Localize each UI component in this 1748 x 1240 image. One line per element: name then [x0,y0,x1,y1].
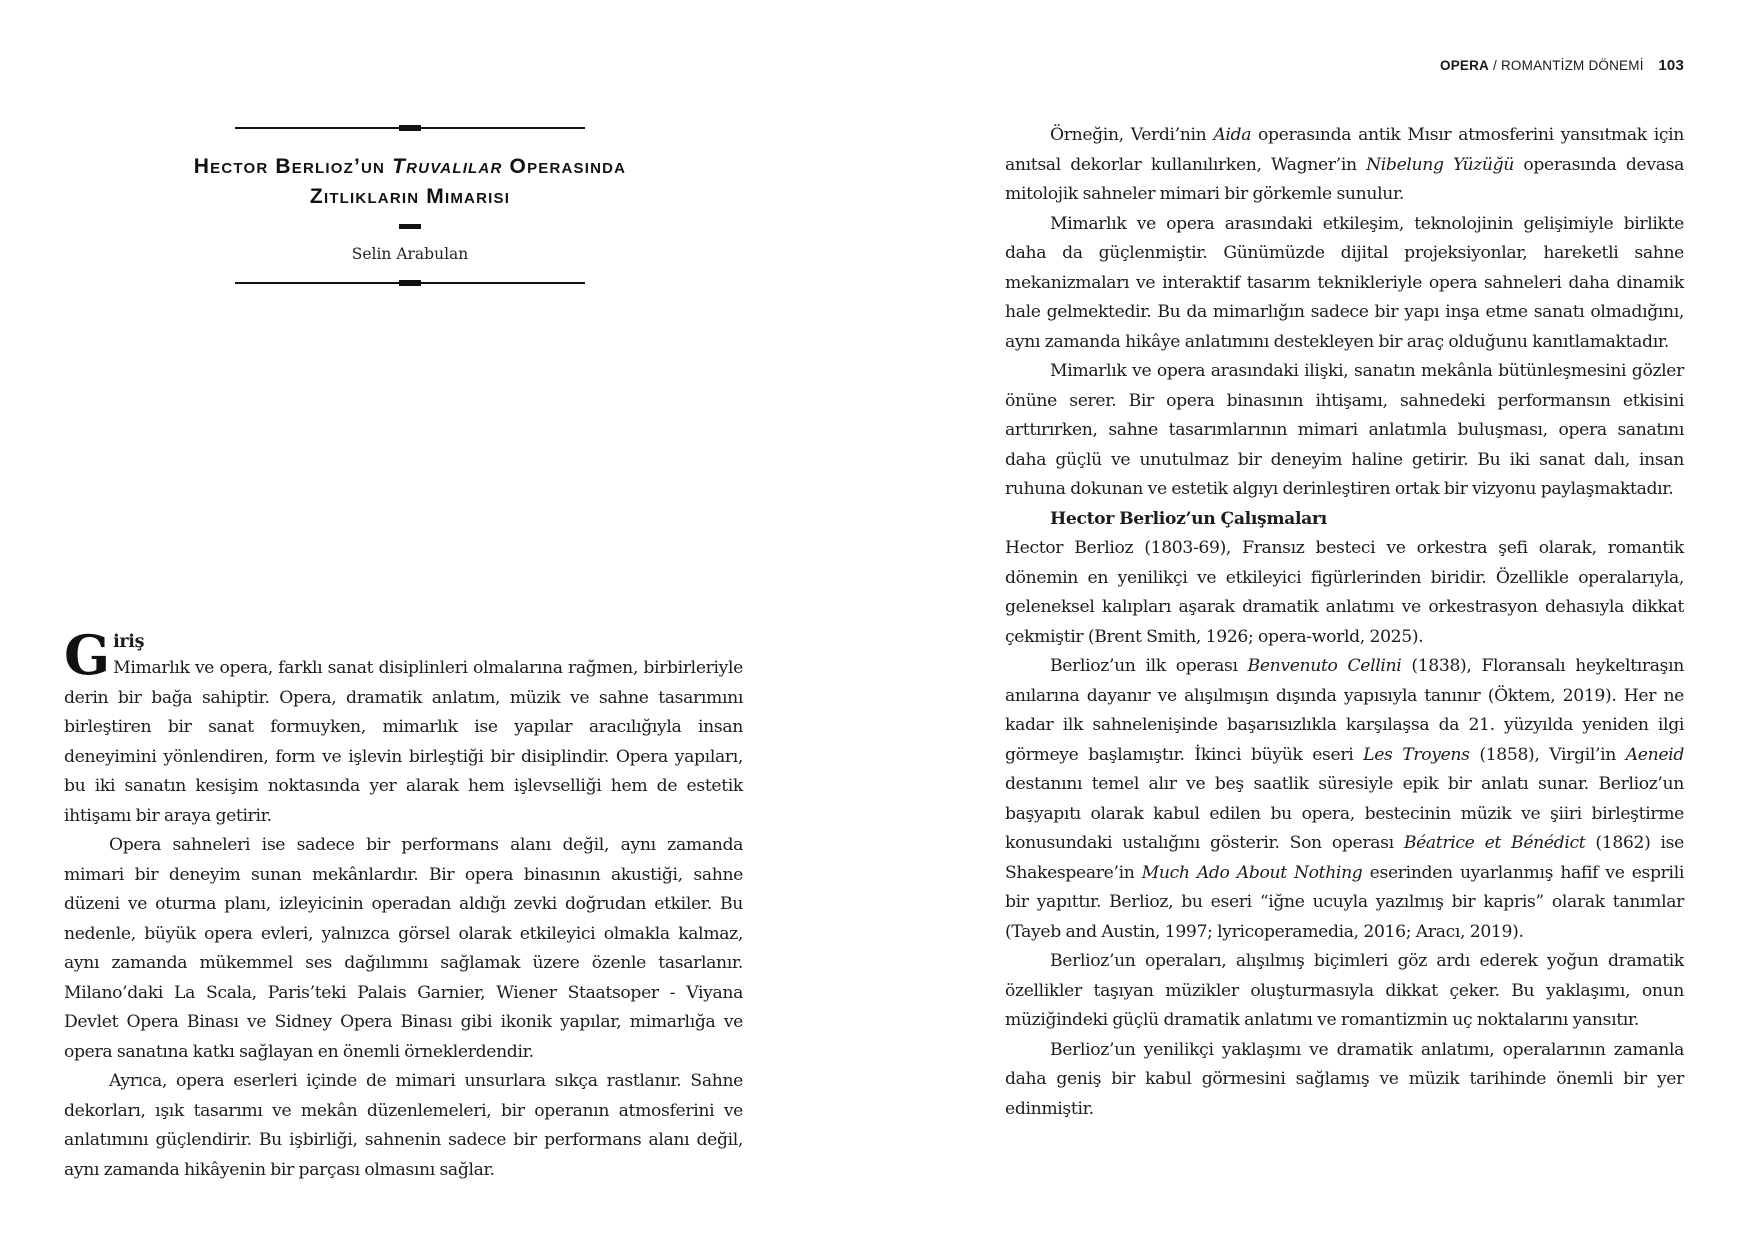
paragraph: Ayrıca, opera eserleri içinde de mimari unsurlara sıkça rastlanır. Sahne dekorları, ışık tasarımı ve mekân düzenlemeleri, bir operanın atmosferini ve anlatımını güçlendirir. Bu işbirliği, sahnenin sadece bir performans alanı değil, aynı zamanda hikâyenin bir parçası olmasını sağlar. [64,1071,743,1180]
article-title-block [160,118,660,293]
text-run: (1838), Floransalı heykeltıraşın anılarına dayanır ve alışılmışın dışında yapısıyla tanınır (Öktem, 2019). Her ne kadar ilk sahnelenişinde başarısızlıkla karşılaşsa da 21. yüzyılda yeniden ilgi görmeye başlamıştır. İkinci büyük eseri [1005,656,1685,765]
article-title [160,152,660,212]
text-run: operasında devasa mitolojik sahneler mimari bir görkemle sunulur. [1005,154,1684,204]
left-column-body [64,623,743,1185]
ornamental-rule-top [235,118,585,138]
paragraph: Berlioz’un operaları, alışılmış biçimleri göz ardı ederek yoğun dramatik özellikler taşıyan müzikler oluşturmasıyla dikkat çeker. Bu yaklaşımı, onun müziğindeki güçlü dramatik anlatımı ve romantizmin uç noktalarını yansıtır. [1005,951,1684,1030]
paragraph [1005,121,1684,210]
italic-run: Benvenuto Cellini [1247,656,1402,676]
heading-rest: iriş [113,632,145,652]
page-number: 103 [1658,57,1684,74]
section-heading: Hector Berlioz’un Çalışmaları [1050,508,1327,529]
drop-cap: G [64,623,111,687]
text-run: (1858), Virgil’in [1469,744,1626,765]
paragraph: Mimarlık ve opera arasındaki etkileşim, teknolojinin gelişimiyle birlikte daha da güçlenmiştir. Günümüzde dijital projeksiyonlar, hareketli sahne mekanizmaları ve interaktif tasarım teknikleriyle opera sahneleri daha dinamik hale gelmektedir. Bu da mimarlığın sadece bir yapı inşa etme sanatı olmadığını, aynı zamanda hikâye anlatımını destekleyen bir araç olduğunu kanıtlamaktadır. [1005,213,1684,352]
paragraph: Opera sahneleri ise sadece bir performans alanı değil, aynı zamanda mimari bir deneyim sunan mekânlardır. Bir opera binasının akustiği, sahne düzeni ve oturma planı, izleyicinin operadan aldığı zevki doğrudan etkiler. Bu nedenle, büyük opera evleri, yalnızca görsel olarak etkileyici olmakla kalmaz, aynı zamanda mükemmel ses dağılımını sağlamak üzere özenle tasarlanır. Milano’daki La Scala, Paris’teki Palais Garnier, Wiener Staatsoper - Viyana Devlet Opera Binası ve Sidney Opera Binası gibi ikonik yapılar, mimarlığa ve opera sanatına katkı sağlayan en önemli örneklerdendir. [64,835,743,1062]
paragraph [1005,652,1684,947]
title-dash [399,224,421,229]
italic-run: Les Troyens [1363,744,1470,765]
text-run: (1862) ise Shakespeare’in [1005,833,1684,883]
running-head-section: OPERA [1440,58,1490,73]
running-head-separator: / [1493,58,1497,73]
right-page [874,0,1748,1240]
italic-run: Nibelung Yüzüğü [1366,154,1515,175]
italic-run: Much Ado About Nothing [1141,862,1363,883]
italic-run: Béatrice et Bénédict [1403,833,1586,853]
text-run: destanını temel alır ve beş saatlik süresiyle epik bir anlatı sunar. Berlioz’un başyapıtı olarak kabul edilen bu opera, bestecinin müzik ve şiiri birleştirme konusundaki ustalığını gösterir. Son operası [1005,774,1684,853]
running-head [1440,57,1684,74]
running-head-title [1440,58,1644,73]
paragraph: Mimarlık ve opera, farklı sanat disiplinleri olmalarına rağmen, birbirleriyle derin bir bağa sahiptir. Opera, dramatik anlatım, müzik ve sahne tasarımını birleştiren bir sanat formuyken, mimarlık ise yapılar aracılığıyla insan deneyimini yönlendiren, form ve işlevin birleştiği bir disiplindir. Opera yapıları, bu iki sanatın kesişim noktasında yer alarak hem işlevselliği hem de estetik ihtişamı bir araya getirir. [64,658,743,826]
ornamental-rule-bottom [235,273,585,293]
paragraph: Hector Berlioz (1803-69), Fransız besteci ve orkestra şefi olarak, romantik dönemin en yenilikçi ve etkileyici figürlerinden biridir. Özellikle operalarıyla, geleneksel kalıpları aşarak dramatik anlatımı ve orkestrasyon dehasıyla dikkat çekmiştir (Brent Smith, 1926; opera-world, 2025). [1005,538,1684,647]
title-italic: Truvalılar [392,155,503,178]
author-name: Selin Arabulan [351,245,469,263]
text-run: Örneğin, Verdi’nin [1050,125,1214,145]
right-column-body [1005,121,1684,1124]
rule-ornament [399,125,421,131]
text-run: Berlioz’un ilk operası [1050,656,1248,676]
intro-heading [64,623,743,831]
paragraph: Berlioz’un yenilikçi yaklaşımı ve dramatik anlatımı, operalarının zamanla daha geniş bir kabul görmesini sağlamış ve müzik tarihinde önemli bir yer edinmiştir. [1005,1039,1684,1119]
title-line2: Zıtlıkların Mimarisi [309,185,511,208]
title-part1: Hector Berlioz’un [193,155,386,178]
text-run: eserinden uyarlanmış hafif ve esprili bir yapıttır. Berlioz, bu eseri “iğne ucuyla yazılmış bir kapris” olarak tanımlar (Tayeb and Austin, 1997; lyricoperamedia, 2016; Aracı, 2019). [1005,862,1684,942]
paragraph: Mimarlık ve opera arasındaki ilişki, sanatın mekânla bütünleşmesini gözler önüne serer. Bir opera binasının ihtişamı, sahnedeki performansın etkisini arttırırken, sahne tasarımlarının mimari anlatımla buluşması, opera sanatını daha güçlü ve unutulmaz bir deneyim haline getirir. Bu iki sanat dalı, insan ruhuna dokunan ve estetik algıyı derinleştiren ortak bir vizyonu paylaşmaktadır. [1005,361,1684,499]
rule-ornament [399,280,421,286]
title-part2: Operasında [509,155,627,178]
text-run: operasında antik Mısır atmosferini yansıtmak için anıtsal dekorlar kullanılırken, Wagner’in [1005,125,1685,175]
running-head-chapter: ROMANTİZM DÖNEMİ [1500,58,1644,73]
italic-run: Aida [1213,125,1252,145]
italic-run: Aeneid [1625,744,1684,765]
